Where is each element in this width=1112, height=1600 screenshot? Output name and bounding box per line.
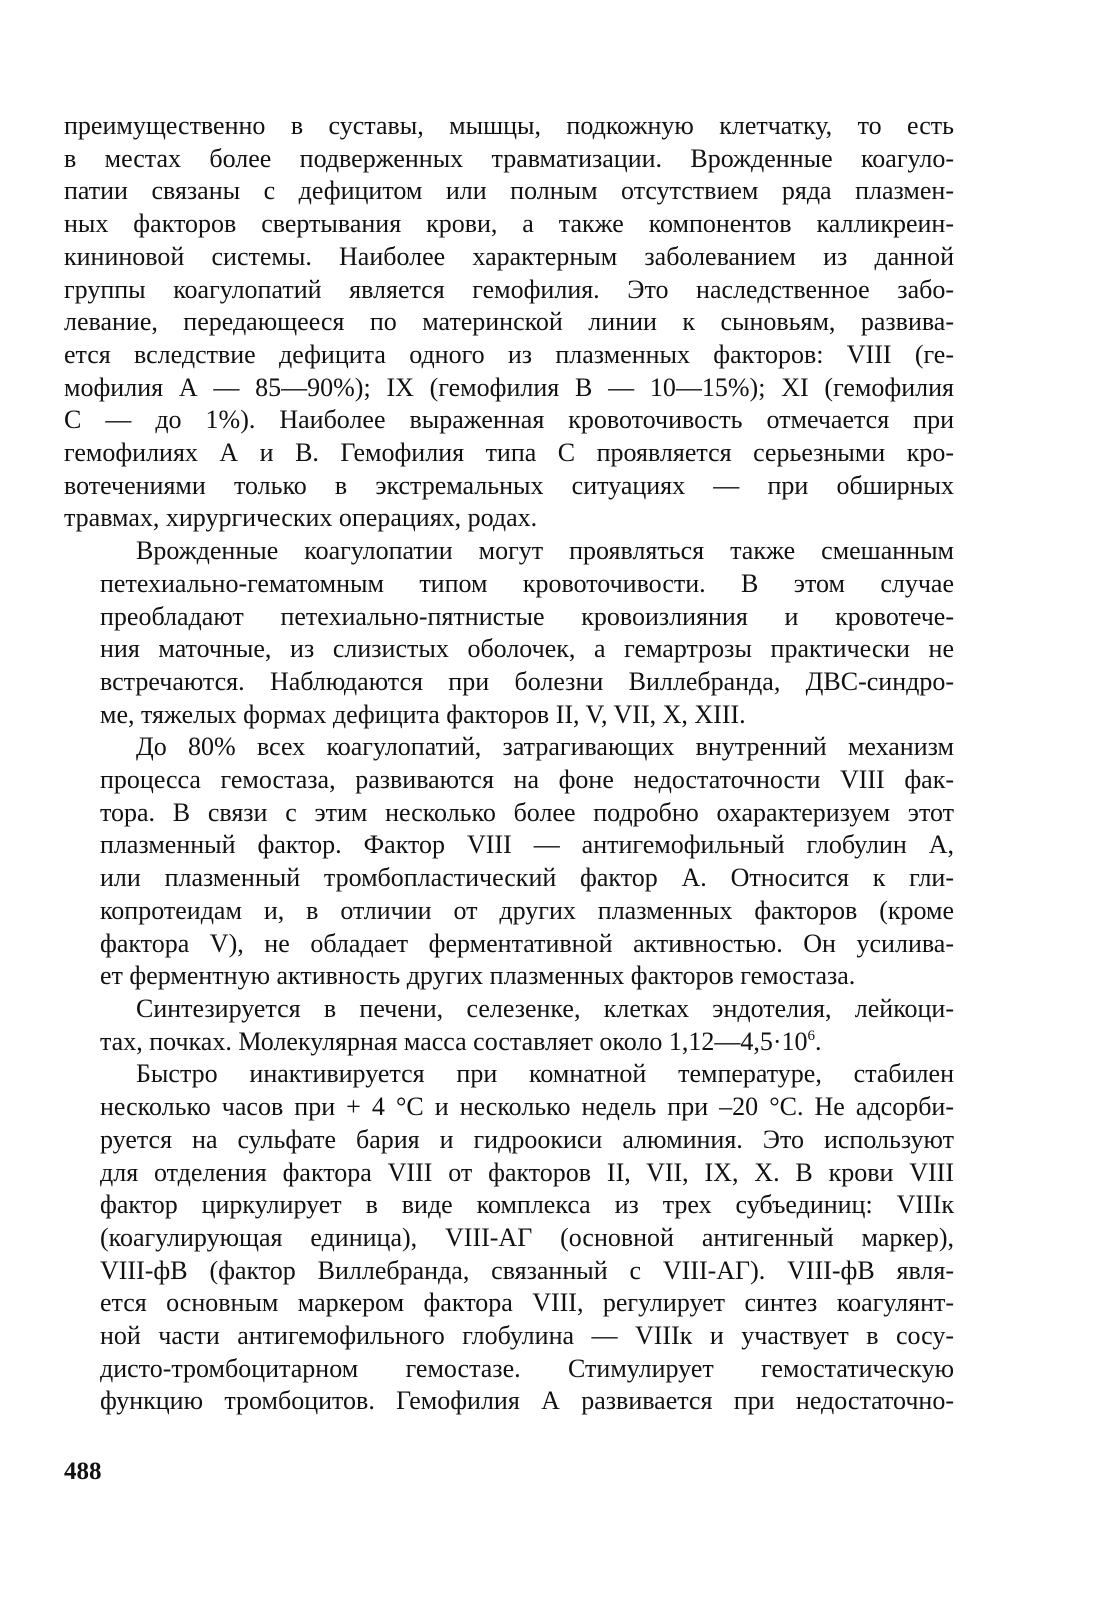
paragraph-3: [64, 731, 954, 993]
text-line: До 80% всех коагулопатий, затрагивающих внутренний механизм: [136, 732, 954, 762]
text-line: VIII-фВ (фактор Виллебранда, связанный с VIII-АГ). VIII-фВ явля-: [100, 1255, 954, 1285]
text-line: процесса гемостаза, развиваются на фоне недостаточности VIII фак-: [100, 765, 954, 795]
text-line: ния маточные, из слизистых оболочек, а гемартрозы практически не: [100, 634, 954, 664]
text-line: или плазменный тромбопластический фактор А. Относится к гли-: [100, 863, 954, 893]
text-line-with-superscript: [64, 1026, 954, 1059]
text-line: гемофилиях А и В. Гемофилия типа С проявляется серьезными кро-: [64, 438, 954, 468]
text-line: преобладают петехиально-пятнистые кровоизлияния и кровотече-: [100, 601, 954, 631]
text-line: Врожденные коагулопатии могут проявляться также смешанным: [136, 536, 954, 566]
paragraph-2: [64, 535, 954, 731]
paragraph-4: [64, 993, 954, 1058]
text-line: петехиально-гематомным типом кровоточивости. В этом случае: [100, 568, 954, 598]
text-line: группы коагулопатий является гемофилия. Это наследственное забо-: [64, 274, 954, 304]
text-line: ется вследствие дефицита одного из плазменных факторов: VIII (ге-: [64, 339, 954, 369]
page-number: 488: [64, 1458, 102, 1485]
text-line: вотечениями только в экстремальных ситуациях — при обширных: [64, 470, 954, 500]
text-line: фактора V), не обладает ферментативной активностью. Он усилива-: [100, 928, 954, 958]
text-line: ется основным маркером фактора VIII, регулирует синтез коагулянт-: [100, 1288, 954, 1318]
text-line: С — до 1%). Наиболее выраженная кровоточивость отмечается при: [64, 405, 954, 435]
text-line: для отделения фактора VIII от факторов II, VII, IX, X. В крови VIII: [100, 1157, 954, 1187]
text-fragment: .: [815, 1026, 822, 1056]
superscript-exponent: 6: [807, 1027, 815, 1044]
text-line: тора. В связи с этим несколько более подробно охарактеризуем этот: [100, 797, 954, 827]
text-line: левание, передающееся по материнской линии к сыновьям, развива-: [64, 307, 954, 337]
text-line: встречаются. Наблюдаются при болезни Виллебранда, ДВС-синдро-: [100, 666, 954, 696]
text-line: Синтезируется в печени, селезенке, клетках эндотелия, лейкоци-: [136, 993, 954, 1023]
text-fragment: тах, почках. Молекулярная масса составляет около 1,12—4,5·10: [100, 1026, 808, 1056]
text-line: (коагулирующая единица), VIII-АГ (основной антигенный маркер),: [100, 1222, 954, 1252]
text-line: фактор циркулирует в виде комплекса из трех субъединиц: VIIIк: [100, 1190, 954, 1220]
text-line: несколько часов при + 4 °С и несколько недель при –20 °С. Не адсорби-: [100, 1092, 954, 1122]
text-line: ных факторов свертывания крови, а также компонентов калликреин-: [64, 209, 954, 239]
text-line: травмах, хирургических операциях, родах.: [64, 503, 538, 533]
text-line: функцию тромбоцитов. Гемофилия А развивается при недостаточно-: [100, 1386, 954, 1416]
text-line: плазменный фактор. Фактор VIII — антигемофильный глобулин А,: [100, 830, 954, 860]
text-line: ной части антигемофильного глобулина — VIIIк и участвует в сосу-: [100, 1321, 954, 1351]
paragraph-5: [64, 1058, 954, 1418]
text-line: дисто-тромбоцитарном гемостазе. Стимулирует гемостатическую: [100, 1353, 954, 1383]
text-line: Быстро инактивируется при комнатной температуре, стабилен: [136, 1059, 954, 1089]
text-line: копротеидам и, в отличии от других плазменных факторов (кроме: [100, 895, 954, 925]
text-line: руется на сульфате бария и гидроокиси алюминия. Это используют: [100, 1124, 954, 1154]
text-line: мофилия А — 85—90%); IX (гемофилия В — 10—15%); XI (гемофилия: [64, 372, 954, 402]
text-line: преимущественно в суставы, мышцы, подкожную клетчатку, то есть: [64, 111, 954, 140]
text-line: патии связаны с дефицитом или полным отсутствием ряда плазмен-: [64, 176, 954, 206]
page-body: [64, 110, 954, 1510]
text-line: ме, тяжелых формах дефицита факторов II, V, VII, X, XIII.: [100, 699, 746, 729]
text-line: ет ферментную активность других плазменных факторов гемостаза.: [100, 961, 856, 991]
paragraph-1: [64, 110, 954, 535]
text-line: кининовой системы. Наиболее характерным заболеванием из данной: [64, 241, 954, 271]
text-line: в местах более подверженных травматизации. Врожденные коагуло-: [64, 143, 954, 173]
